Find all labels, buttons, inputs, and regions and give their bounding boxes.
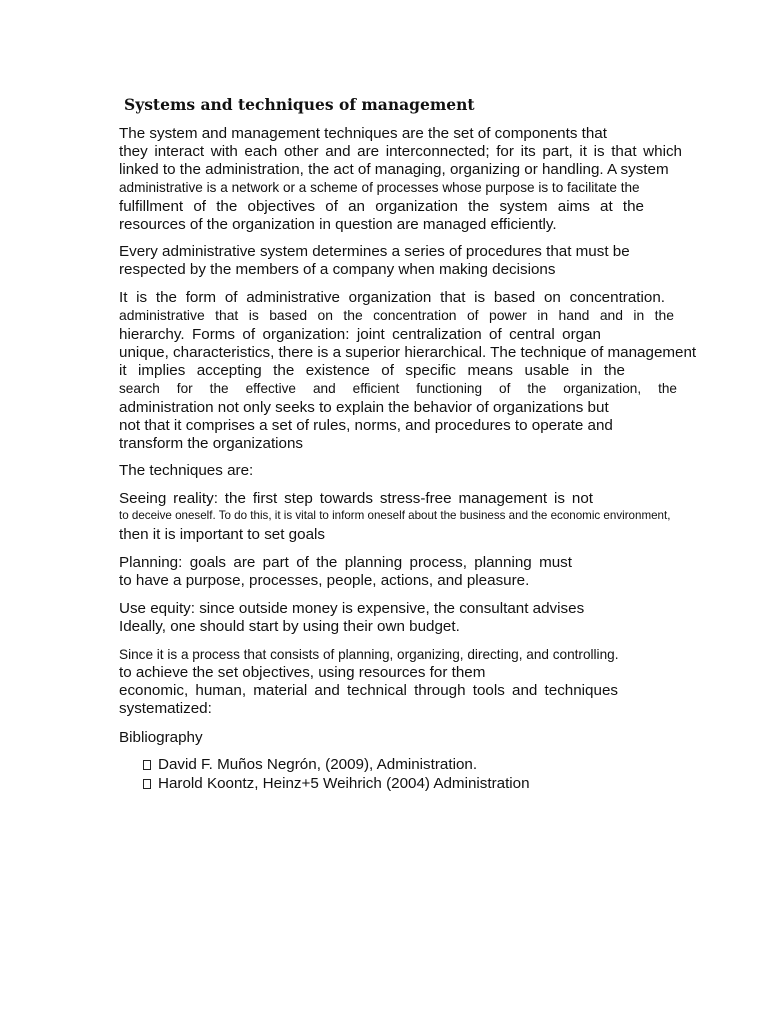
paragraph-line: The system and management techniques are the set of components that [119,125,607,142]
bibliography-item [143,774,530,793]
paragraph-line: respected by the members of a company when making decisions [119,261,556,278]
paragraph-line: to achieve the set objectives, using resources for them [119,664,486,681]
paragraph-line: resources of the organization in question are managed efficiently. [119,216,557,233]
paragraph-line: search for the effective and efficient functioning of the organization, the [119,381,677,396]
paragraph-line: transform the organizations [119,435,304,452]
paragraph-line: fulfillment of the objectives of an organization the system aims at the [119,198,644,215]
paragraph-line: administrative is a network or a scheme of processes whose purpose is to facilitate the [119,180,640,195]
paragraph-line: Since it is a process that consists of planning, organizing, directing, and controlling. [119,647,619,662]
paragraph-line: hierarchy. Forms of organization: joint centralization of central organ [119,326,601,343]
paragraph-line: Use equity: since outside money is expensive, the consultant advises [119,600,585,617]
paragraph-line: administrative that is based on the concentration of power in hand and in the [119,307,674,323]
paragraph-line: not that it comprises a set of rules, norms, and procedures to operate and [119,417,613,434]
bibliography-item-text: Harold Koontz, Heinz+5 Weihrich (2004) Administration [158,775,530,792]
document-title: Systems and techniques of management [124,95,475,114]
paragraph-line: Every administrative system determines a series of procedures that must be [119,243,630,260]
paragraph-line: The techniques are: [119,462,254,479]
bullet-box-icon [143,779,151,789]
bibliography-item [143,755,477,774]
paragraph-line: administration not only seeks to explain the behavior of organizations but [119,399,609,416]
paragraph-line: linked to the administration, the act of managing, organizing or handling. A system [119,161,669,178]
bibliography-item-text: David F. Muños Negrón, (2009), Administration. [158,756,478,773]
paragraph-line: unique, characteristics, there is a superior hierarchical. The technique of management [119,344,697,361]
paragraph-line: they interact with each other and are interconnected; for its part, it is that which [119,143,682,160]
paragraph-line: Ideally, one should start by using their own budget. [119,618,460,635]
paragraph-line: Planning: goals are part of the planning process, planning must [119,554,572,571]
paragraph-line: it implies accepting the existence of specific means usable in the [119,362,625,379]
paragraph-line: Seeing reality: the first step towards stress-free management is not [119,490,593,507]
paragraph-line: then it is important to set goals [119,526,325,543]
paragraph-line: economic, human, material and technical through tools and techniques [119,682,618,699]
paragraph-line: to deceive oneself. To do this, it is vital to inform oneself about the business and the economic environment, [119,509,671,522]
bullet-box-icon [143,760,151,770]
paragraph-line: to have a purpose, processes, people, actions, and pleasure. [119,572,530,589]
paragraph-line: It is the form of administrative organization that is based on concentration. [119,289,665,306]
paragraph-line: systematized: [119,700,212,717]
bibliography-heading: Bibliography [119,729,203,746]
